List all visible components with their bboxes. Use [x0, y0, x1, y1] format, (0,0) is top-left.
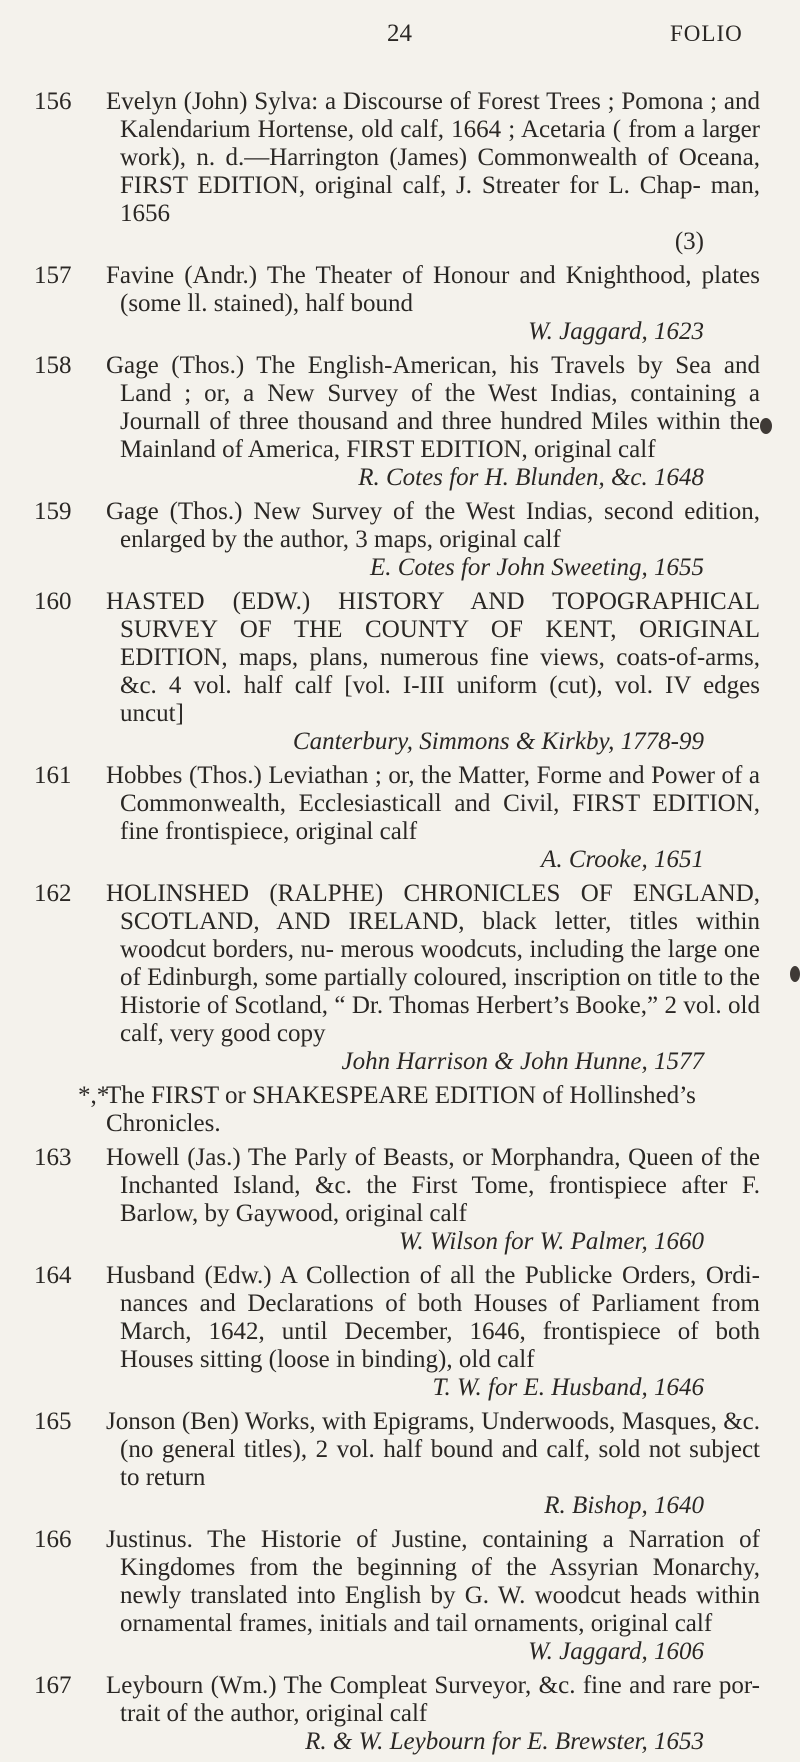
lot-description — [106, 498, 760, 582]
lot-imprint: W. Jaggard, 1606 — [528, 1638, 704, 1665]
lot-text: Gage (Thos.) The English-American, his Travels by Sea and Land ; or, a New Survey of the West Indias, containing a Journall of three thousand and three hundred Miles within the Mainland of America, FIRST EDITION, original calf — [106, 352, 760, 463]
lot-count: (3) — [674, 228, 704, 255]
lot-text: Gage (Thos.) New Survey of the West Indias, second edition, enlarged by the author, 3 maps, original calf — [106, 498, 760, 553]
lot-text: Hobbes (Thos.) Leviathan ; or, the Matter, Forme and Power of a Commonwealth, Ecclesiasticall and Civil, FIRST EDITION, fine frontispiece, original calf — [106, 762, 760, 845]
lot-text: Evelyn (John) Sylva: a Discourse of Forest Trees ; Pomona ; and Kalendarium Hortense, old calf, 1664 ; Acetaria ( from a larger work), n. d.—Harrington (James) Commonwealth of Oceana, FIRST EDITION, original calf, J. Streater for L. Chap- man, 1656 — [106, 88, 760, 227]
lot-text: HASTED (EDW.) HISTORY AND TOPOGRAPHICAL SURVEY OF THE COUNTY OF KENT, ORIGINAL EDITION, maps, plans, numerous fine views, coats-of-arms, &c. 4 vol. half calf [vol. I-III uniform (cut), vol. IV edges uncut] — [106, 588, 760, 727]
lot-description — [106, 1526, 760, 1666]
lot-entry — [0, 880, 800, 1076]
lot-entry — [0, 352, 800, 492]
lot-text: Leybourn (Wm.) The Compleat Surveyor, &c. fine and rare por- trait of the author, original calf — [106, 1672, 760, 1727]
lot-number: 163 — [34, 1144, 72, 1171]
lot-number: 165 — [34, 1408, 72, 1435]
lot-description — [106, 762, 760, 874]
lot-imprint: A. Crooke, 1651 — [541, 846, 704, 873]
page-header — [0, 20, 800, 50]
lot-text: Husband (Edw.) A Collection of all the Publicke Orders, Ordi- nances and Declarations of both Houses of Parliament from March, 1642, until December, 1646, frontispiece of both Houses sitting (loose in binding), old calf — [106, 1262, 760, 1373]
lot-imprint: Canterbury, Simmons & Kirkby, 1778-99 — [292, 728, 704, 755]
lot-imprint: John Harrison & John Hunne, 1577 — [341, 1048, 704, 1075]
lot-entry — [0, 762, 800, 874]
lot-imprint: W. Jaggard, 1623 — [528, 318, 704, 345]
lot-entry — [0, 1262, 800, 1402]
lot-text: HOLINSHED (RALPHE) CHRONICLES OF ENGLAND, SCOTLAND, AND IRELAND, black letter, titles within woodcut borders, nu- merous woodcuts, including the large one of Edinburgh, some partially coloured, inscription on title to the Historie of Scotland, “ Dr. Thomas Herbert’s Booke,” 2 vol. old calf, very good copy — [106, 880, 760, 1047]
lot-imprint: R. Cotes for H. Blunden, &c. 1648 — [358, 464, 704, 491]
lot-imprint: T. W. for E. Husband, 1646 — [432, 1374, 704, 1401]
ink-mark — [760, 418, 772, 434]
note-asterism: *,* — [78, 1082, 110, 1109]
lot-entry — [0, 588, 800, 756]
lot-entry — [0, 498, 800, 582]
lot-imprint: R. Bishop, 1640 — [544, 1492, 704, 1519]
lot-number: 166 — [34, 1526, 72, 1553]
lot-entry — [0, 262, 800, 346]
lot-number: 167 — [34, 1672, 72, 1699]
page-number: 24 — [387, 20, 412, 47]
lot-text: Howell (Jas.) The Parly of Beasts, or Morphandra, Queen of the Inchanted Island, &c. the First Tome, frontispiece after F. Barlow, by Gaywood, original calf — [106, 1144, 760, 1227]
lot-imprint: R. & W. Leybourn for E. Brewster, 1653 — [305, 1728, 704, 1755]
lot-number: 156 — [34, 88, 72, 115]
lot-number: 162 — [34, 880, 72, 907]
lot-number: 161 — [34, 762, 72, 789]
note-text: The FIRST or SHAKESPEARE EDITION of Hollinshed’s Chronicles. — [106, 1082, 696, 1137]
lot-text: Justinus. The Historie of Justine, containing a Narration of Kingdomes from the beginning of the Assyrian Monarchy, newly translated into English by G. W. woodcut heads within ornamental frames, initials and tail ornaments, original calf — [106, 1526, 760, 1637]
lot-entry — [0, 1526, 800, 1666]
lot-description — [106, 1262, 760, 1402]
lot-description — [106, 1672, 760, 1756]
lot-list — [0, 88, 800, 1762]
lot-description — [106, 1144, 760, 1256]
lot-entry — [0, 1672, 800, 1756]
lot-number: 157 — [34, 262, 72, 289]
lot-description — [106, 262, 760, 346]
lot-imprint: E. Cotes for John Sweeting, 1655 — [370, 554, 704, 581]
lot-entry — [0, 1408, 800, 1520]
lot-description — [106, 588, 760, 756]
lot-number: 159 — [34, 498, 72, 525]
lot-description — [106, 1408, 760, 1520]
lot-description — [106, 88, 760, 256]
ink-mark — [790, 966, 800, 982]
lot-number: 158 — [34, 352, 72, 379]
lot-entry — [0, 88, 800, 256]
running-head: FOLIO — [670, 21, 743, 46]
lot-text: Favine (Andr.) The Theater of Honour and Knighthood, plates (some ll. stained), half bound — [106, 262, 760, 317]
lot-note — [78, 1082, 744, 1138]
lot-description — [106, 880, 760, 1076]
lot-description — [106, 352, 760, 492]
lot-text: Jonson (Ben) Works, with Epigrams, Underwoods, Masques, &c. (no general titles), 2 vol. half bound and calf, sold not subject to return — [106, 1408, 760, 1491]
lot-number: 160 — [34, 588, 72, 615]
lot-imprint: W. Wilson for W. Palmer, 1660 — [398, 1228, 704, 1255]
lot-number: 164 — [34, 1262, 72, 1289]
lot-entry — [0, 1144, 800, 1256]
